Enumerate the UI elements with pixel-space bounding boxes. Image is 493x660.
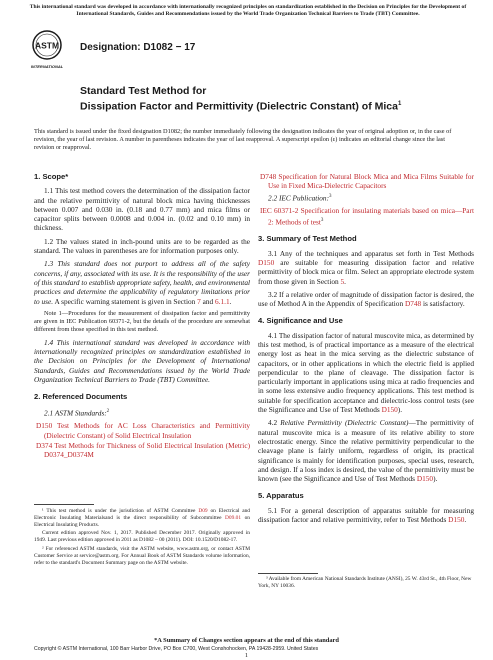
paragraph-1-2: 1.2 The values stated in inch-pound units are to be regarded as the standard. The values in parentheses are for information purposes only. bbox=[34, 236, 250, 256]
tbt-notice: This international standard was developed in accordance with internationally recognized principles on standardization established in the Decision on Principles for the Development of International Standards, Guides and Recommendations issued by the World Trade Organization Technical Barriers to Trade (TBT) Committee. bbox=[29, 4, 467, 18]
note-1: Note 1—Procedures for the measurement of dissipation factor and permittivity are given in IEC Publication 60371-2, but the details of the procedure are somewhat different from those specified in this test method. bbox=[34, 309, 250, 333]
reference-item[interactable]: D374 Test Methods for Thickness of Solid Electrical Insulation (Metric) D0374_D0374M bbox=[36, 440, 250, 460]
paragraph-4-1: 4.1 The dissipation factor of natural muscovite mica, as determined by this test method, is of practical importance as a measure of the electrical energy lost as heat in the mica serving as the dielectric substance of capacitors, or in other applications in which the electric field is applied perpendicular to the plane of cleavage. The dissipation factor is particularly important in applications using mica at radio frequencies and in some less extensive audio frequency applications. This test method is suitable for specification acceptance and dielectric-loss control tests (see the Significance and Use of Test Methods D150). bbox=[258, 330, 474, 415]
link-section-6-1-1[interactable]: 6.1.1 bbox=[215, 296, 230, 306]
link-section-5[interactable]: 5 bbox=[340, 276, 345, 286]
link-d150[interactable]: D150 bbox=[416, 474, 434, 484]
paragraph-3-1: 3.1 Any of the techniques and apparatus set forth in Test Methods D150 are suitable for measuring dissipation factor and relative permittivity of block mica or film. Select an appropriate electrode system from those given in Section 5. bbox=[258, 248, 474, 286]
link-d150[interactable]: D150 bbox=[448, 515, 465, 525]
footnote-rule bbox=[258, 573, 318, 574]
reference-item[interactable]: D748 Specification for Natural Block Mica and Mica Films Suitable for Use in Fixed Mica-Dielectric Capacitors bbox=[260, 172, 474, 191]
paragraph-1-4: 1.4 This international standard was developed in accordance with internationally recognized principles on standardization established in the Decision on Principles for the Development of International Standards, Guides and Recommendations issued by the World Trade Organization Technical Barriers to Trade (TBT) Committee. bbox=[34, 337, 250, 385]
reference-item-iec[interactable]: IEC 60371-2 Specification for insulating materials based on mica—Part 2: Methods of test$^3$ bbox=[260, 206, 474, 227]
paragraph-1-1: 1.1 This test method covers the determination of the dissipation factor and the relative permittivity of natural block mica having thicknesses between 0.007 and 0.030 in. (0.18 and 0.77 mm) and mica films or capacitor splits between 0.0008 and 0.004 in. (0.02 and 0.10 mm) in thickness. bbox=[34, 186, 250, 233]
paragraph-2-1: 2.1 ASTM Standards:$^2$ bbox=[44, 408, 110, 418]
footnote-1-edition: Current edition approved Nov. 1, 2017. Published December 2017. Originally approved in 1949. Last previous edition approved in 2011 as D1082 – 00 (2011). DOI: 10.1520/D1082-17. bbox=[34, 530, 250, 544]
footnote-rule bbox=[34, 504, 94, 505]
footnotes-right bbox=[258, 576, 474, 594]
reference-item[interactable]: D150 Test Methods for AC Loss Characteristics and Permittivity (Dielectric Constant) of Solid Electrical Insulation bbox=[36, 421, 250, 440]
paragraph-1-3: 1.3 This standard does not purport to address all of the safety concerns, if any, associated with its use. It is the responsibility of the user of this standard to establish appropriate safety, health, and environmental practices and determine the applicability of regulatory limitations prior to use. A specific warning statement is given in Section 7 and 6.1.1. bbox=[34, 259, 250, 306]
svg-text:ASTM: ASTM bbox=[34, 40, 60, 51]
document-title bbox=[80, 85, 440, 114]
right-column bbox=[258, 172, 474, 528]
paragraph-3-2: 3.2 If a relative order of magnitude of dissipation factor is desired, the use of Method A in the Appendix of Specification D748 is satisfactory. bbox=[258, 289, 474, 309]
section-heading-summary: 3. Summary of Test Method bbox=[258, 234, 357, 244]
copyright-line: Copyright © ASTM International, 100 Barr Harbor Drive, PO Box C700, West Conshohocken, PA 19428-2959. United States bbox=[34, 646, 319, 652]
paragraph-5-1: 5.1 For a general description of apparatus suitable for measuring dissipation factor and relative permittivity, refer to Test Methods D150. bbox=[258, 505, 474, 525]
section-heading-referenced-documents: 2. Referenced Documents bbox=[34, 392, 128, 402]
footnote-3: ³ Available from American National Standards Institute (ANSI), 25 W. 43rd St., 4th Floor, New York, NY 10036. bbox=[258, 576, 472, 589]
link-d09[interactable]: D09 bbox=[198, 508, 208, 514]
paragraph-2-2: 2.2 IEC Publication:$^3$ bbox=[268, 193, 332, 203]
link-section-7[interactable]: 7 bbox=[197, 296, 201, 306]
section-heading-significance: 4. Significance and Use bbox=[258, 316, 343, 326]
link-d748[interactable]: D748 bbox=[404, 299, 422, 309]
footnote-1: ¹ This test method is under the jurisdiction of ASTM Committee D09 on Electrical and Electronic Insulating Materialsand is the direct responsibility of Subcommittee D09.01 on Electrical Insulating Products. bbox=[34, 508, 250, 528]
designation: Designation: D1082 − 17 bbox=[80, 42, 196, 53]
title-line-2: Dissipation Factor and Permittivity (Dielectric Constant) of Mica$^1$ bbox=[80, 100, 402, 113]
standard-issuance-notice: This standard is issued under the fixed designation D1082; the number immediately following the designation indicates the year of original adoption or, in the case of revision, the year of last revision. A number in parentheses indicates the year of last reapproval. A superscript epsilon (ε) indicates an editorial change since the last revision or reapproval. bbox=[34, 128, 452, 151]
link-d09-01[interactable]: D09.01 bbox=[225, 514, 242, 521]
left-column bbox=[34, 172, 250, 461]
section-heading-scope: 1. Scope* bbox=[34, 172, 69, 181]
paragraph-4-2: 4.2 Relative Permittivity (Dielectric Constant)—The permittivity of natural muscovite mica is a measure of its relative ability to store electrostatic energy. Since the relative permittivity perpendicular to the cleavage plane is fairly uniform, regardless of origin, its practical significance is mainly for identification purposes, special uses, research, and design. If a loss index is desired, the value of the permittivity must be known (see the Significance and Use of Test Methods D150). bbox=[258, 418, 474, 484]
section-heading-apparatus: 5. Apparatus bbox=[258, 491, 304, 501]
footnote-2: ² For referenced ASTM standards, visit the ASTM website, www.astm.org, or contact ASTM Customer Service at service@astm.org. For Annual Book of ASTM Standards volume information, refer to the standard's Document Summary page on the ASTM website. bbox=[34, 545, 250, 566]
footnotes-left bbox=[34, 508, 250, 568]
link-d150[interactable]: D150 bbox=[381, 405, 398, 415]
astm-logo bbox=[30, 30, 64, 70]
page-number: 1 bbox=[244, 652, 249, 659]
summary-of-changes-note: *A Summary of Changes section appears at the end of this standard bbox=[154, 637, 339, 644]
title-line-1: Standard Test Method for bbox=[80, 85, 207, 97]
svg-text:INTERNATIONAL: INTERNATIONAL bbox=[30, 64, 64, 69]
link-d150[interactable]: D150 bbox=[258, 257, 275, 267]
